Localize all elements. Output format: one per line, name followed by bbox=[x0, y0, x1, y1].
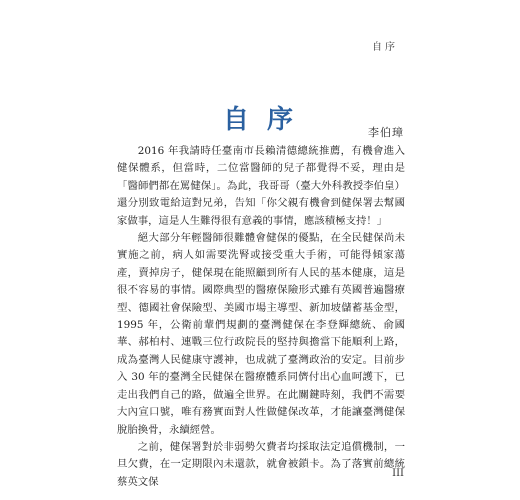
paragraph: 絕大部分年輕醫師很難體會健保的優點，在全民健保尚未實施之前，病人如需要洗腎或接受重大手術，可能得傾家蕩產，賣掉房子，健保現在能照顧到所有人民的基本健康，這是很不容易的事情。國際典型的醫療保險形式雖有英國普遍醫療型、德國社會保險型、美國市場主導型、新加坡儲蓄基金型，1995 年，公衛前輩們規劃的臺灣健保在李登輝總統、俞國華、郝柏村、連戰三位行政院長的堅持與擔當下能順利上路，成為臺灣人民健康守護神，也成就了臺灣政治的安定。目前步入 30 年的臺灣全民健保在醫療體系同儕付出心血呵護下，已走出我們自己的路，做遍全世界。在此關鍵時刻，我們不需要大內宣口號，唯有務實面對人性做健保改革，才能讓臺灣健保脫胎換骨，永續經營。 bbox=[117, 232, 405, 436]
paragraph: 2016 年我請時任臺南市長賴清德總統推薦，有機會進入健保體系，但當時，二位當醫師的兒子都覺得不妥，理由是「醫師們都在罵健保」。為此，我哥哥（臺大外科教授李伯皇）還分別致電給這對兄弟，告知「你父親有機會到健保署去幫國家做事，這是人生難得很有意義的事情，應該積極支持！」 bbox=[117, 145, 405, 227]
page-number: III bbox=[392, 468, 404, 479]
running-header: 自序 bbox=[372, 42, 398, 53]
author-name: 李伯璋 bbox=[368, 126, 404, 139]
paragraph: 之前，健保署對於非弱勢欠費者均採取法定追償機制，一旦欠費，在一定期限內未還款，就會被鎖卡。為了落實前總統蔡英文保 bbox=[117, 440, 405, 488]
chapter-title: 自序 bbox=[222, 105, 311, 136]
body-text bbox=[117, 143, 405, 491]
